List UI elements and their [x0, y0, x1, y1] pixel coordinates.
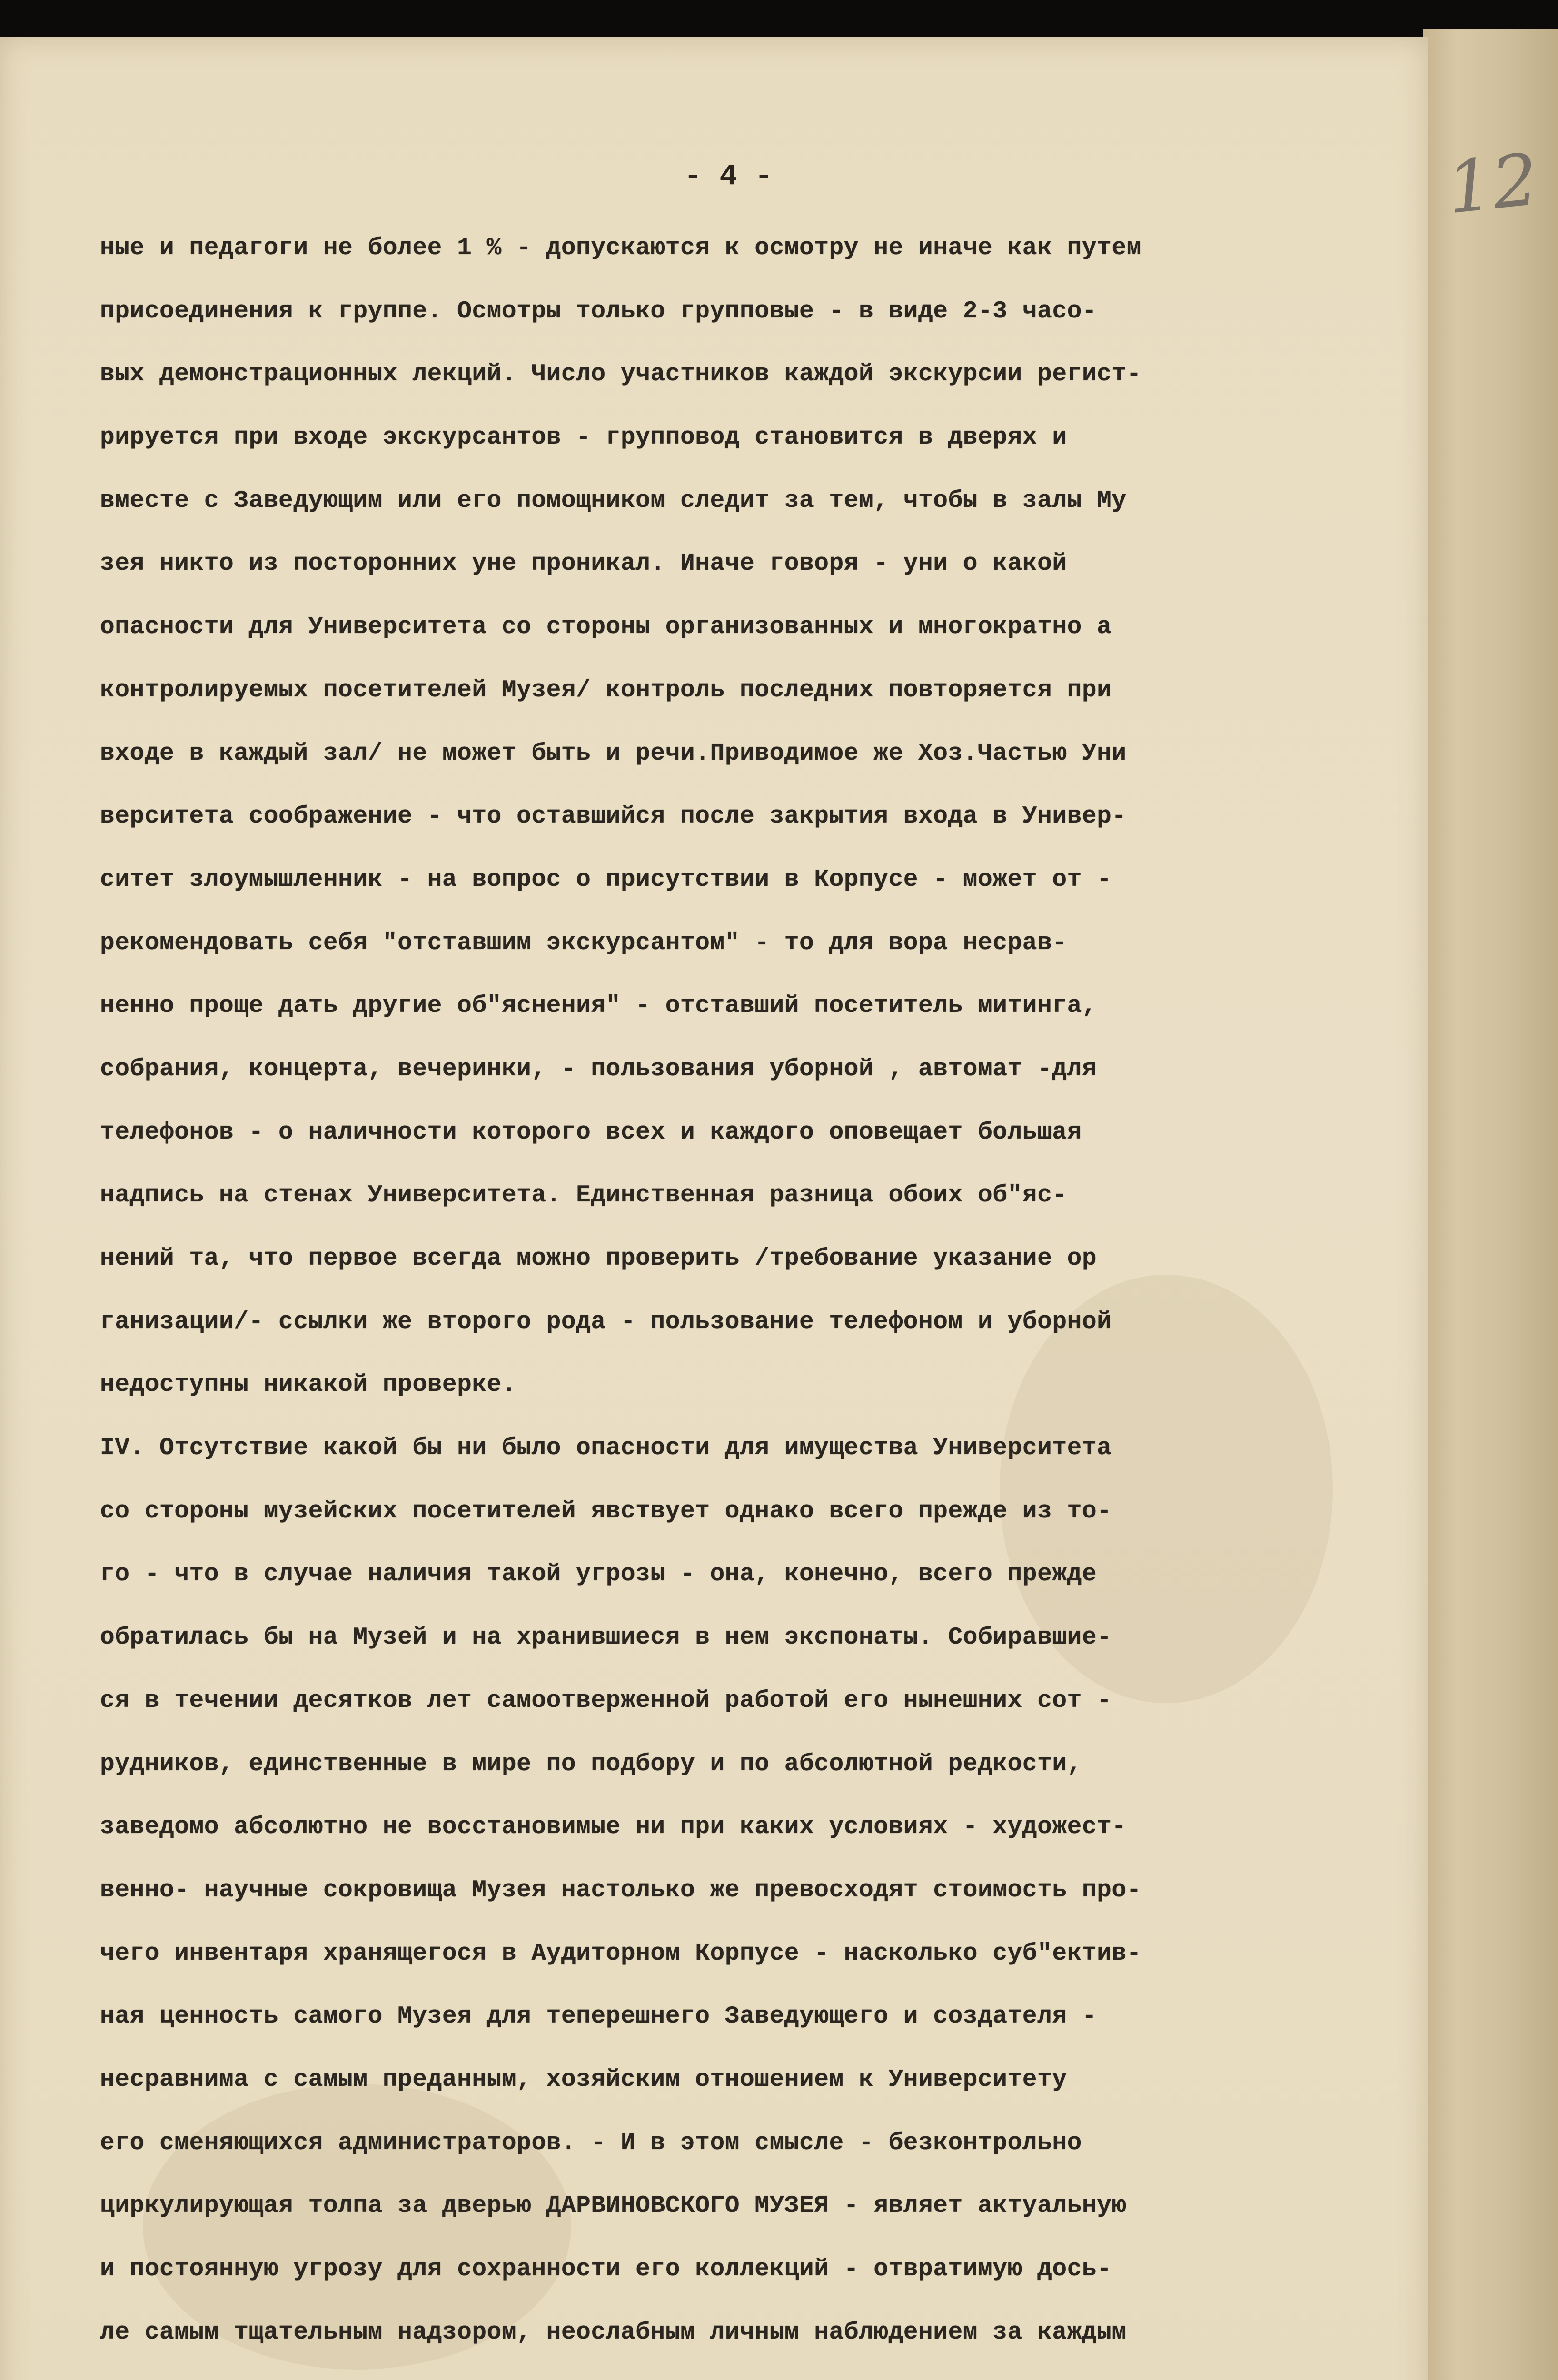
text-line: го - что в случае наличия такой угрозы - она, конечно, всего прежде — [100, 1560, 1097, 1588]
text-line: IV. Отсутствие какой бы ни было опасности для имущества Университета — [100, 1434, 1112, 1462]
text-line: со стороны музейских посетителей явствует однако всего прежде из то- — [100, 1497, 1112, 1525]
text-line: ная ценность самого Музея для теперешнего Заведующего и создателя - — [100, 2003, 1097, 2031]
text-line: и постоянную угрозу для сохранности его коллекций - отвратимую дось- — [100, 2255, 1112, 2283]
text-line: ся в течении десятков лет самоотверженной работой его нынешних сот - — [100, 1686, 1112, 1715]
text-line — [100, 2364, 1442, 2380]
typewritten-body — [100, 217, 1442, 2380]
text-line: вых демонстрационных лекций. Число участников каждой экскурсии регист- — [100, 360, 1141, 388]
text-line: чего инвентаря хранящегося в Аудиторном Корпусе - насколько суб"ектив- — [100, 1939, 1141, 1967]
page-number: - 4 - — [684, 159, 773, 193]
text-line: ситет злоумышленник - на вопрос о присутствии в Корпусе - может от - — [100, 865, 1112, 893]
text-line: ные и педагоги не более 1 % - допускаются к осмотру не иначе как путем — [100, 234, 1141, 262]
text-line: надпись на стенах Университета. Единственная разница обоих об"яс- — [100, 1181, 1067, 1210]
text-line: зея никто из посторонних уне проникал. Иначе говоря - уни о какой — [100, 550, 1067, 578]
text-line: рируется при входе экскурсантов - групповод становится в дверях и — [100, 424, 1067, 452]
text-line: вместе с Заведующим или его помощником следит за тем, чтобы в залы Му — [100, 486, 1127, 515]
underlying-sheet-edge — [1423, 29, 1558, 2380]
text-line: верситета соображение - что оставшийся после закрытия входа в Универ- — [100, 803, 1127, 831]
text-line: рудников, единственные в мире по подбору и по абсолютной редкости, — [100, 1750, 1082, 1778]
text-line: недоступны никакой проверке. — [100, 1371, 517, 1399]
text-line: его сменяющихся администраторов. - И в этом смысле - безконтрольно — [100, 2129, 1082, 2157]
text-line: телефонов - о наличности которого всех и каждого оповещает большая — [100, 1118, 1082, 1146]
text-line: ганизации/- ссылки же второго рода - пользование телефоном и уборной — [100, 1308, 1112, 1336]
text-line: венно- научные сокровища Музея настолько же превосходят стоимость про- — [100, 1876, 1141, 1904]
text-line: рекомендовать себя "отставшим экскурсантом" - то для вора несрав- — [100, 929, 1067, 957]
text-line: контролируемых посетителей Музея/ контроль последних повторяется при — [100, 676, 1112, 704]
scan-top-border — [0, 0, 1419, 37]
text-line: ненно проще дать другие об"яснения" - отставший посетитель митинга, — [100, 992, 1097, 1020]
text-line: заведомо абсолютно не восстановимые ни при каких условиях - художест- — [100, 1813, 1127, 1841]
text-line: собрания, концерта, вечеринки, - пользования уборной , автомат -для — [100, 1055, 1097, 1083]
text-line: обратилась бы на Музей и на хранившиеся в нем экспонаты. Собиравшие- — [100, 1624, 1112, 1652]
text-line: циркулирующая толпа за дверью ДАРВИНОВСКОГО МУЗЕЯ - являет актуальную — [100, 2192, 1127, 2220]
text-line: ле самым тщательным надзором, неослабным личным наблюдением за каждым — [100, 2318, 1127, 2346]
scan-corner-border — [1423, 0, 1558, 29]
text-line: присоединения к группе. Осмотры только групповые - в виде 2-3 часо- — [100, 297, 1097, 325]
text-line: входе в каждый зал/ не может быть и речи.Приводимое же Хоз.Частью Уни — [100, 739, 1127, 767]
text-line: опасности для Университета со стороны организованных и многократно а — [100, 613, 1112, 641]
folio-number: 12 — [1443, 138, 1542, 230]
text-line: нений та, что первое всегда можно проверить /требование указание ор — [100, 1245, 1097, 1272]
text-line: несравнима с самым преданным, хозяйским отношением к Университету — [100, 2065, 1067, 2093]
